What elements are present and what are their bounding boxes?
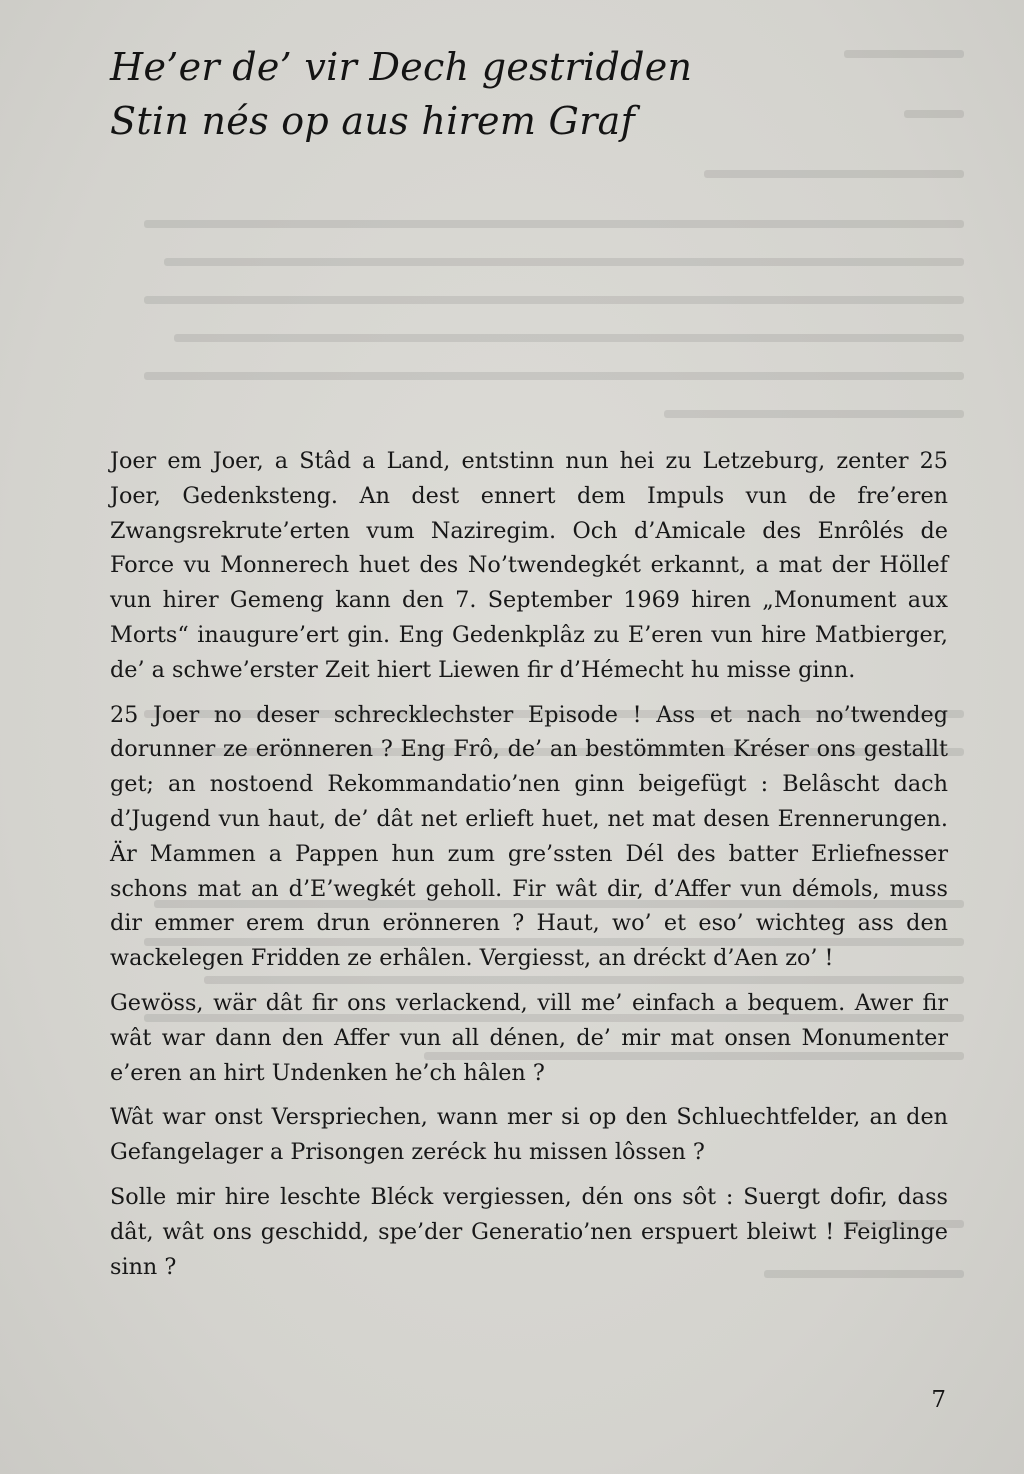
paragraph-5: Solle mir hire leschte Bléck vergiessen, dén ons sôt : Suergt dofir, dass dât, wât ons geschidd, spe’der Generatio’nen erspuert bleiwt ! Feiglinge sinn ? [110, 1183, 948, 1280]
article-body [110, 444, 948, 1294]
paragraph-2: 25 Joer no deser schrecklechster Episode ! Ass et nach no’twendeg dorunner ze erönneren ? Eng Frô, de’ an bestömmten Kréser ons gestallt get; an nostoend Rekommandatio’nen ginn beigefügt : Belâscht dach d’Jugend vun haut, de’ dât net erlieft huet, net mat desen Erennerungen. Är Mammen a Pappen hun zum gre’ssten Dél des batter Erliefnesser schons mat an d’E’wegkét geholl. Fir wât dir, d’Affer vun démols, muss dir emmer erem drun erönneren ? Haut, wo’ et eso’ wichteg ass den wackelegen Fridden ze erhâlen. Vergiesst, an dréckt d’Aen zo’ ! [110, 701, 948, 972]
page-title [110, 40, 930, 148]
paragraph-4: Wât war onst Verspriechen, wann mer si op den Schluechtfelder, an den Gefangelager a Prisongen zeréck hu missen lôssen ? [110, 1104, 948, 1166]
page-number: 7 [931, 1387, 946, 1413]
title-line-1: He’er de’ vir Dech gestridden [110, 45, 693, 89]
paragraph-1: Joer em Joer, a Stâd a Land, entstinn nun hei zu Letzeburg, zenter 25 Joer, Gedenksteng. An dest ennert dem Impuls vun de fre’eren Zwangsrekrute’erten vum Naziregim. Och d’Amicale des Enrôlés de Force vu Monnerech huet des No’twendegkét erkannt, a mat der Höllef vun hirer Gemeng kann den 7. September 1969 hiren „Monument aux Morts“ inaugure’ert gin. Eng Gedenkplâz zu E’eren vun hire Matbierger, de’ a schwe’erster Zeit hiert Liewen fir d’Hémecht hu misse ginn. [110, 448, 948, 683]
paragraph-3: Gewöss, wär dât fir ons verlackend, vill me’ einfach a bequem. Awer fir wât war dann den Affer vun all dénen, de’ mir mat onsen Monumenter e’eren an hirt Undenken he’ch hâlen ? [110, 989, 948, 1086]
title-line-2: Stin nés op aus hirem Graf [110, 99, 635, 143]
